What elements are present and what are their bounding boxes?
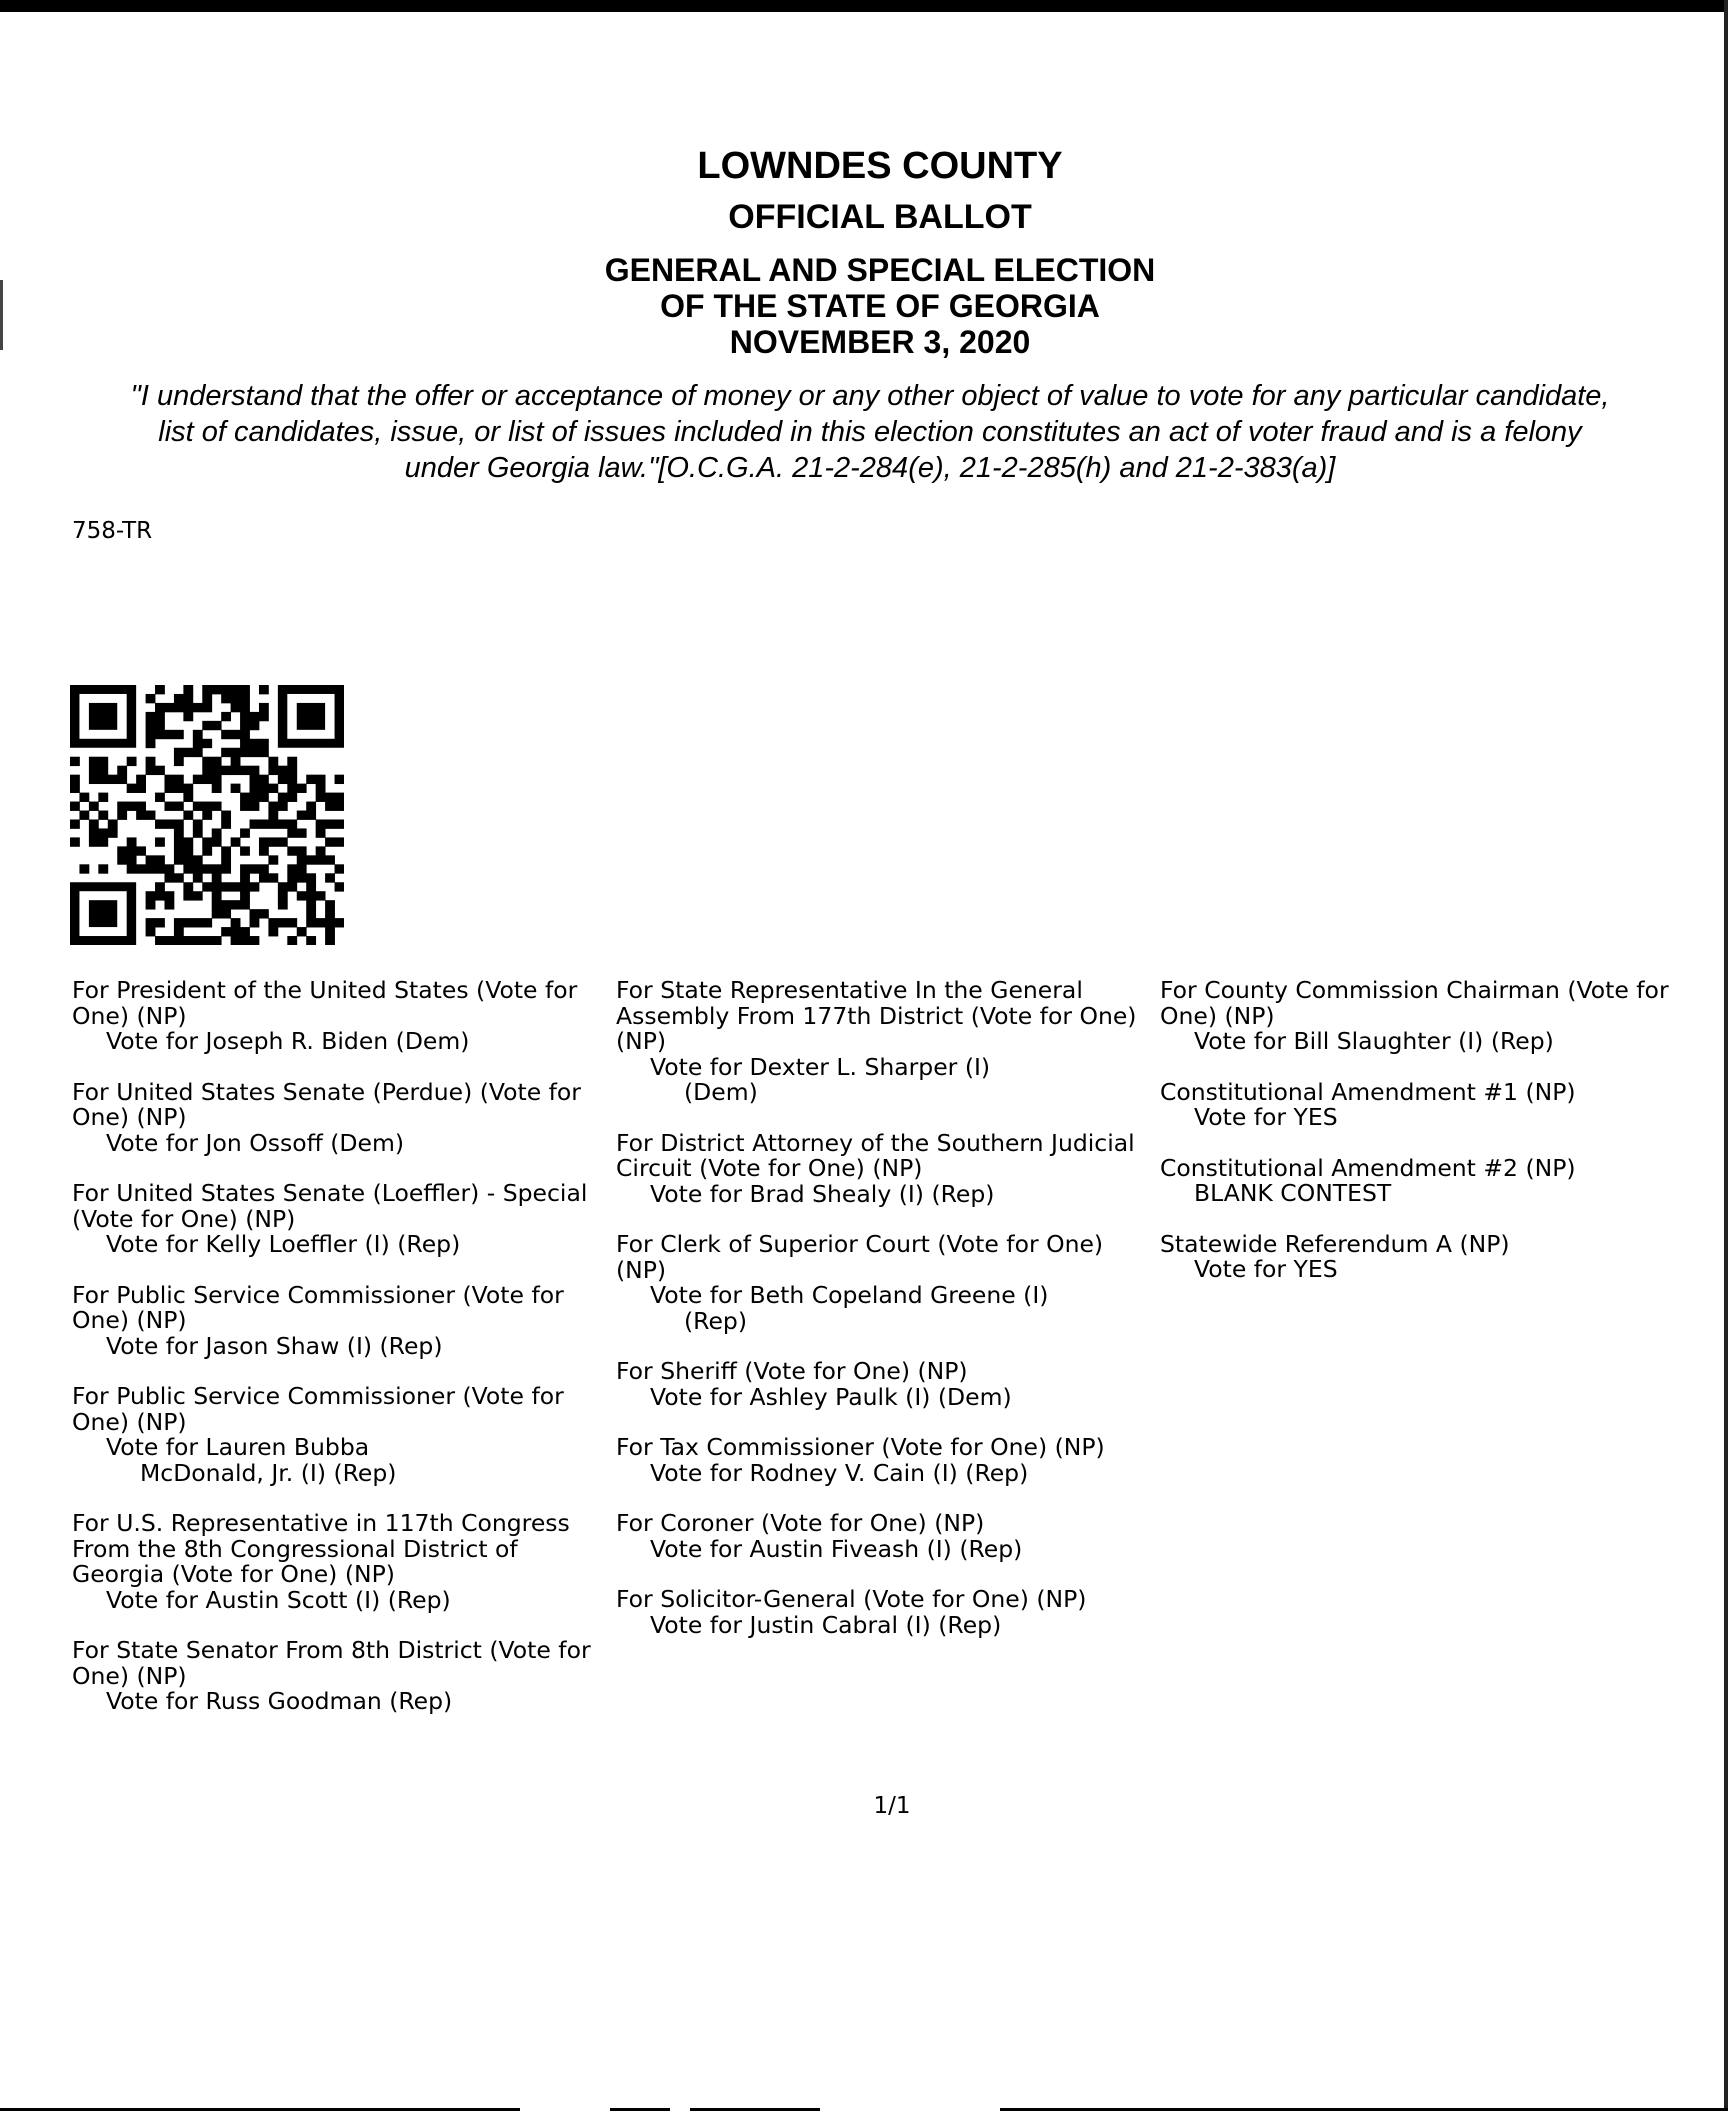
- contest-title: For Solicitor-General (Vote for One) (NP): [616, 1585, 1087, 1613]
- election-title-line2: OF THE STATE OF GEORGIA: [660, 288, 1100, 324]
- contest: [1160, 1153, 1700, 1207]
- contest-title: For State Representative In the General Assembly From 177th District (Vote for One) (NP): [616, 976, 1137, 1055]
- contest: [72, 1384, 612, 1486]
- contest-selection: Vote for Austin Fiveash (I) (Rep): [650, 1534, 1023, 1563]
- contest: [616, 1435, 1156, 1486]
- contest-selection-continued: (Rep): [684, 1306, 747, 1335]
- county-title: LOWNDES COUNTY: [697, 145, 1063, 187]
- contest-selection-continued: (Dem): [684, 1078, 758, 1106]
- contest: [616, 1587, 1156, 1638]
- contest-selection: Vote for Jon Ossoff (Dem): [106, 1128, 405, 1157]
- contest-selection: Vote for Russ Goodman (Rep): [106, 1687, 453, 1715]
- contest: [72, 1511, 612, 1613]
- contest: [1160, 978, 1700, 1055]
- ballot-header: [0, 140, 1728, 360]
- contest: [616, 1128, 1156, 1208]
- contest-title: For United States Senate (Loeffler) - Special (Vote for One) (NP): [72, 1179, 588, 1233]
- ballot-code: 758-TR: [72, 518, 153, 544]
- qr-code-icon: [70, 685, 344, 945]
- contest-title: For Public Service Commissioner (Vote for One) (NP): [72, 1280, 564, 1334]
- contest-column-1: [72, 978, 612, 1740]
- ballot-type-title: OFFICIAL BALLOT: [728, 198, 1032, 236]
- contest-selection: Vote for YES: [1194, 1103, 1338, 1131]
- contest-selection: Vote for Kelly Loeffler (I) (Rep): [106, 1230, 461, 1258]
- contest-title: Constitutional Amendment #1 (NP): [1160, 1077, 1576, 1106]
- oath-line: list of candidates, issue, or list of issues included in this election constitutes an act of voter fraud and is a felony: [158, 416, 1582, 448]
- oath-line: "I understand that the offer or acceptance of money or any other object of value to vote for any particular candidate,: [130, 380, 1610, 412]
- contest-title: For County Commission Chairman (Vote for One) (NP): [1160, 976, 1669, 1030]
- contest-selection-continued: McDonald, Jr. (I) (Rep): [140, 1458, 397, 1487]
- contest-title: For Sheriff (Vote for One) (NP): [616, 1357, 968, 1385]
- page-number: 1/1: [873, 1793, 911, 1819]
- election-title-line1: GENERAL AND SPECIAL ELECTION: [604, 252, 1156, 288]
- contest-column-3: [1160, 978, 1700, 1308]
- contest-selection: Vote for Beth Copeland Greene (I): [650, 1281, 1049, 1309]
- contest-selection: Vote for Ashley Paulk (I) (Dem): [650, 1382, 1012, 1411]
- contest: [72, 1638, 612, 1715]
- contest-title: Constitutional Amendment #2 (NP): [1160, 1153, 1576, 1182]
- voter-fraud-oath: [60, 378, 1680, 486]
- election-date: NOVEMBER 3, 2020: [729, 324, 1031, 360]
- contest-column-2: [616, 978, 1156, 1663]
- contest: [616, 978, 1156, 1106]
- contest-selection: Vote for Dexter L. Sharper (I): [650, 1052, 991, 1081]
- scan-edge-top: [0, 0, 1728, 12]
- contest-selection: Vote for Joseph R. Biden (Dem): [106, 1027, 470, 1055]
- contest-title: For United States Senate (Perdue) (Vote for One) (NP): [72, 1077, 581, 1131]
- contest: [1160, 1229, 1700, 1283]
- contest-title: Statewide Referendum A (NP): [1160, 1229, 1510, 1258]
- contest-selection: Vote for Bill Slaughter (I) (Rep): [1194, 1027, 1554, 1055]
- contest-title: For President of the United States (Vote for One) (NP): [72, 976, 578, 1030]
- contest-selection: Vote for Brad Shealy (I) (Rep): [650, 1179, 995, 1208]
- contest: [616, 1511, 1156, 1562]
- contest-selection: Vote for Rodney V. Cain (I) (Rep): [650, 1458, 1029, 1487]
- contest-selection: Vote for YES: [1194, 1255, 1338, 1283]
- scan-marks-bottom: [0, 2105, 1728, 2111]
- contest-title: For Tax Commissioner (Vote for One) (NP): [616, 1433, 1105, 1461]
- contest: [72, 1077, 612, 1157]
- contest: [72, 978, 612, 1055]
- contest-title: For Coroner (Vote for One) (NP): [616, 1509, 985, 1537]
- contest-title: For U.S. Representative in 117th Congress From the 8th Congressional District of Georgia (Vote for One) (NP): [72, 1509, 570, 1588]
- contest-selection: BLANK CONTEST: [1194, 1179, 1392, 1207]
- contest-title: For District Attorney of the Southern Judicial Circuit (Vote for One) (NP): [616, 1128, 1135, 1182]
- contest-selection: Vote for Austin Scott (I) (Rep): [106, 1585, 451, 1614]
- contest: [72, 1280, 612, 1360]
- contest: [616, 1232, 1156, 1334]
- contest-title: For Clerk of Superior Court (Vote for One) (NP): [616, 1230, 1104, 1284]
- contest-selection: Vote for Justin Cabral (I) (Rep): [650, 1610, 1002, 1639]
- contest: [616, 1359, 1156, 1410]
- contest-selection: Vote for Lauren Bubba: [106, 1433, 370, 1461]
- contest-title: For Public Service Commissioner (Vote for One) (NP): [72, 1382, 564, 1436]
- oath-line: under Georgia law."[O.C.G.A. 21-2-284(e), 21-2-285(h) and 21-2-383(a)]: [404, 452, 1336, 484]
- contest-title: For State Senator From 8th District (Vote for One) (NP): [72, 1636, 591, 1690]
- contest: [1160, 1077, 1700, 1131]
- contest: [72, 1181, 612, 1258]
- contest-selection: Vote for Jason Shaw (I) (Rep): [106, 1331, 443, 1360]
